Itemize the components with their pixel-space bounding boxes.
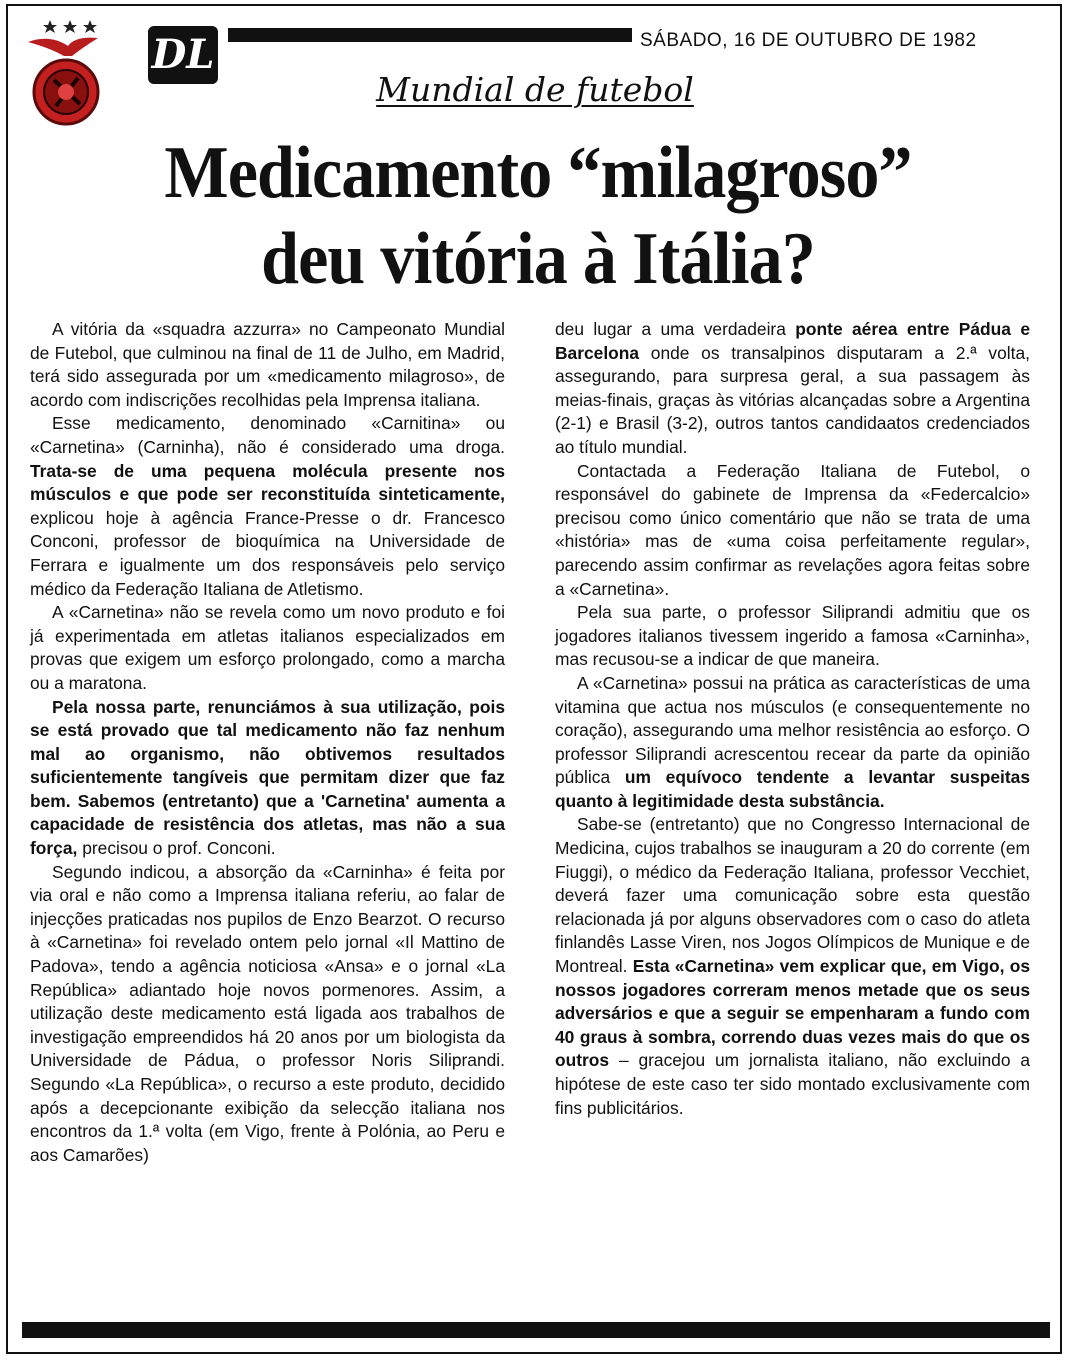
club-crest-icon — [20, 12, 120, 132]
bottom-rule — [22, 1322, 1050, 1338]
paragraph: deu lugar a uma verdadeira ponte aérea entre Pádua e Barcelona onde os transalpinos disputaram a 2.ª volta, assegurando, para surpresa geral, a sua passagem às meias-finais, graças às vitórias alcançadas sobre a Argentina (2-1) e Brasil (3-2), outros tantos candidaatos credenciados ao título mundial. — [555, 319, 1030, 457]
masthead-rule — [228, 28, 632, 42]
paragraph: A vitória da «squadra azzurra» no Campeonato Mundial de Futebol, que culminou na final de 11 de Julho, em Madrid, terá sido assegurada por um «medicamento milagroso», de acordo com indiscrições recolhidas pela Imprensa italiana. — [30, 319, 505, 410]
paragraph: Pela sua parte, o professor Siliprandi admitiu que os jogadores italianos tivessem ingerido a famosa «Carninha», mas recusou-se a indicar de que maneira. — [555, 602, 1030, 670]
headline-line-1: Medicamento “milagroso” — [164, 132, 912, 214]
issue-date: SÁBADO, 16 DE OUTUBRO DE 1982 — [640, 30, 977, 51]
section-title: Mundial de futebol — [376, 70, 694, 109]
article-column-right — [555, 318, 1030, 1120]
paragraph: Pela nossa parte, renunciámos à sua utilização, pois se está provado que tal medicamento não faz nenhum mal ao organismo, não obtivemos resultados suficientemente tangíveis que permitam dizer que faz bem. Sabemos (entretanto) que a 'Carnetina' aumenta a capacidade de resistência dos atletas, mas não a sua força, precisou o prof. Conconi. — [30, 696, 505, 859]
article-column-left — [30, 318, 505, 1167]
paragraph: Sabe-se (entretanto) que no Congresso Internacional de Medicina, cujos trabalhos se inauguram a 20 do corrente (em Fiuggi), o médico da Federação Italiana, professor Vecchiet, deverá fazer uma comunicação sobre esta questão relacionada já por alguns observadores com o caso do atleta finlandês Lasse Viren, nos Jogos Olímpicos de Munique e de Montreal. Esta «Carnetina» vem explicar que, em Vigo, os nossos jogadores correram menos metade que os seus adversários e que a seguir se empenharam a fundo com 40 graus à sombra, correndo duas vezes mais do que os outros – gracejou um jornalista italiano, não excluindo a hipótese de este caso ter sido montado exclusivamente com fins publicitários. — [555, 814, 1030, 1118]
paragraph: Esse medicamento, denominado «Carnitina» ou «Carnetina» (Carninha), não é considerado uma droga. Trata-se de uma pequena molécula presente nos músculos e que pode ser reconstituída sinteticamente, explicou hoje à agência France-Presse o dr. Francesco Conconi, professor de bioquímica na Universidade de Ferrara e igualmente um dos responsáveis pelo serviço médico da Federação Italiana de Atletismo. — [30, 413, 505, 599]
paragraph: Segundo indicou, a absorção da «Carninha» é feita por via oral e não como a Imprensa italiana referiu, ao falar de injecções praticadas nos pupilos de Enzo Bearzot. O recurso à «Carnetina» foi revelado ontem pelo jornal «Il Mattino de Padova», tendo a agência noticiosa «Ansa» e o jornal «La República» adiantado hoje novos pormenores. Assim, a utilização deste medicamento está ligada aos trabalhos de investigação empreendidos há 20 anos por um biologista da Universidade de Pádua, o professor Noris Siliprandi. Segundo «La República», o recurso a este produto, decidido após a decepcionante exibição da selecção italiana nos encontros da 1.ª volta (em Vigo, frente à Polónia, ao Peru e aos Camarões) — [30, 861, 505, 1165]
newspaper-logo: DL — [148, 26, 218, 84]
headline-line-2: deu vitória à Itália? — [261, 218, 815, 300]
headline — [61, 130, 1014, 302]
paragraph: Contactada a Federação Italiana de Futebol, o responsável do gabinete de Imprensa da «Federcalcio» precisou como único comentário que não se trata de uma «história» mas de «uma coisa perfeitamente regular», parecendo assim confirmar as revelações agora feitas sobre a «Carnetina». — [555, 460, 1030, 599]
paragraph: A «Carnetina» possui na prática as características de uma vitamina que actua nos músculos (e consequentemente no coração), assegurando uma melhor resistência ao esforço. O professor Siliprandi acrescentou recear da parte da opinião pública um equívoco tendente a levantar suspeitas quanto à legitimidade desta substância. — [555, 672, 1030, 811]
paragraph: A «Carnetina» não se revela como um novo produto e foi já experimentada em atletas italianos especializados em provas que exigem um esforço prolongado, como a marcha ou a maratona. — [30, 602, 505, 693]
